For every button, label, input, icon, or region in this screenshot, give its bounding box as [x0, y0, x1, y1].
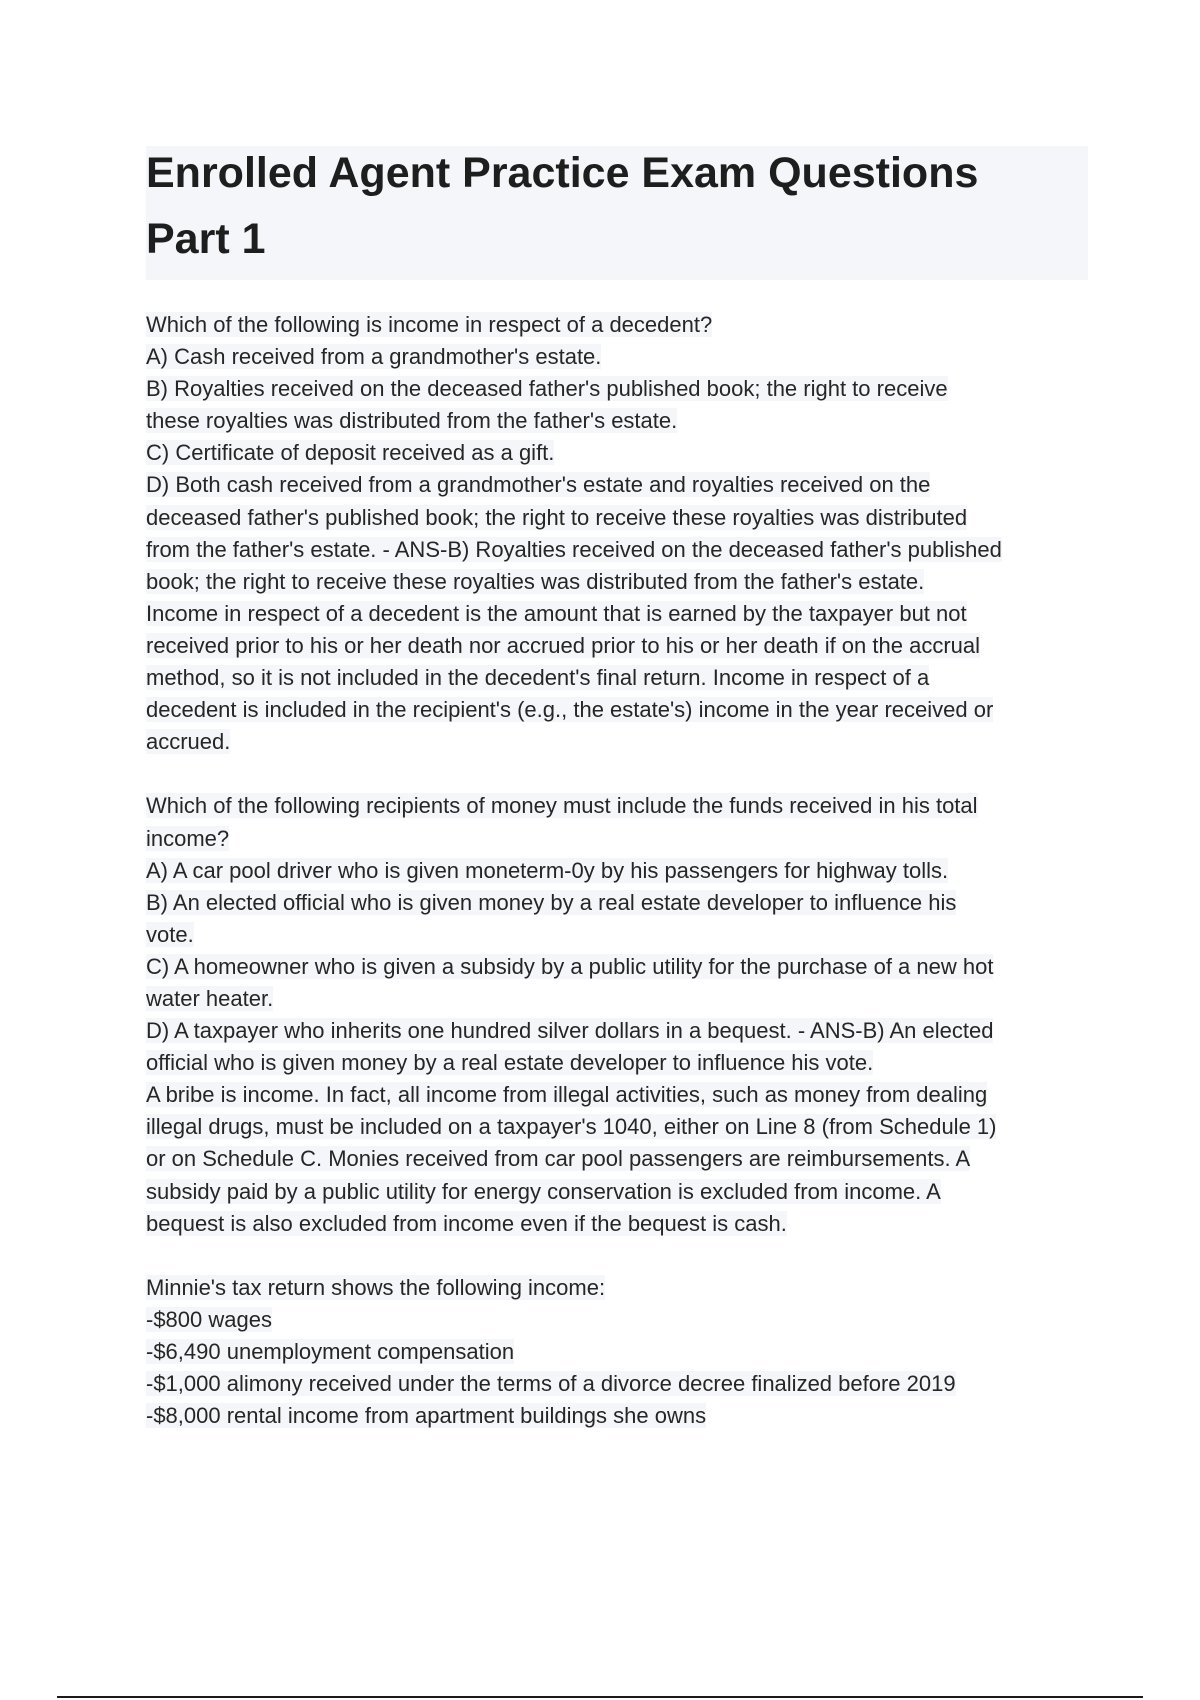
- text-line: or on Schedule C. Monies received from car pool passengers are reimbursements. A: [146, 1146, 971, 1172]
- text-line: -$1,000 alimony received under the terms of a divorce decree finalized before 2019: [146, 1371, 956, 1397]
- question-2: [146, 790, 1088, 1239]
- text-line: -$800 wages: [146, 1306, 272, 1332]
- text-line: Which of the following is income in respect of a decedent?: [146, 312, 713, 337]
- document-body: [146, 309, 1088, 1432]
- text-line: Minnie's tax return shows the following income:: [146, 1274, 606, 1300]
- text-line: Income in respect of a decedent is the amount that is earned by the taxpayer but not: [146, 600, 967, 626]
- text-line: A) A car pool driver who is given moneterm-0y by his passengers for highway tolls.: [146, 857, 949, 883]
- text-line: -$8,000 rental income from apartment buildings she owns: [146, 1403, 707, 1429]
- text-line: official who is given money by a real estate developer to influence his vote.: [146, 1050, 874, 1076]
- question-3: [146, 1272, 1088, 1432]
- text-line: vote.: [146, 921, 194, 947]
- text-line: subsidy paid by a public utility for energy conservation is excluded from income. A: [146, 1178, 941, 1204]
- text-line: book; the right to receive these royalties was distributed from the father's estate.: [146, 568, 925, 594]
- text-line: D) Both cash received from a grandmother's estate and royalties received on the: [146, 472, 931, 498]
- text-line: income?: [146, 825, 230, 851]
- text-line: B) Royalties received on the deceased father's published book; the right to receive: [146, 376, 948, 402]
- text-line: from the father's estate. - ANS-B) Royalties received on the deceased father's published: [146, 536, 1002, 562]
- text-line: -$6,490 unemployment compensation: [146, 1339, 515, 1364]
- question-1: [146, 309, 1088, 758]
- text-line: B) An elected official who is given money by a real estate developer to influence his: [146, 889, 957, 915]
- document-title-line-2: Part 1: [146, 215, 266, 263]
- text-line: these royalties was distributed from the father's estate.: [146, 408, 678, 434]
- document-title-line-1: Enrolled Agent Practice Exam Questions: [146, 149, 979, 197]
- text-line: D) A taxpayer who inherits one hundred silver dollars in a bequest. - ANS-B) An elected: [146, 1018, 994, 1044]
- text-line: received prior to his or her death nor accrued prior to his or her death if on the accrual: [146, 632, 981, 658]
- footer-divider: [57, 1696, 1143, 1698]
- text-line: C) Certificate of deposit received as a gift.: [146, 440, 555, 466]
- text-line: water heater.: [146, 985, 274, 1011]
- text-line: decedent is included in the recipient's (e.g., the estate's) income in the year received or: [146, 697, 994, 723]
- text-line: illegal drugs, must be included on a taxpayer's 1040, either on Line 8 (from Schedule 1): [146, 1114, 997, 1140]
- text-line: C) A homeowner who is given a subsidy by a public utility for the purchase of a new hot: [146, 953, 994, 979]
- text-line: bequest is also excluded from income even if the bequest is cash.: [146, 1210, 787, 1236]
- text-line: A bribe is income. In fact, all income from illegal activities, such as money from dealing: [146, 1082, 988, 1108]
- paragraph-gap: [146, 1240, 1088, 1272]
- paragraph-gap: [146, 758, 1088, 790]
- text-line: method, so it is not included in the decedent's final return. Income in respect of a: [146, 665, 930, 691]
- text-line: deceased father's published book; the right to receive these royalties was distributed: [146, 504, 968, 530]
- text-line: A) Cash received from a grandmother's estate.: [146, 344, 602, 370]
- text-line: accrued.: [146, 729, 231, 755]
- text-line: Which of the following recipients of money must include the funds received in his total: [146, 793, 978, 819]
